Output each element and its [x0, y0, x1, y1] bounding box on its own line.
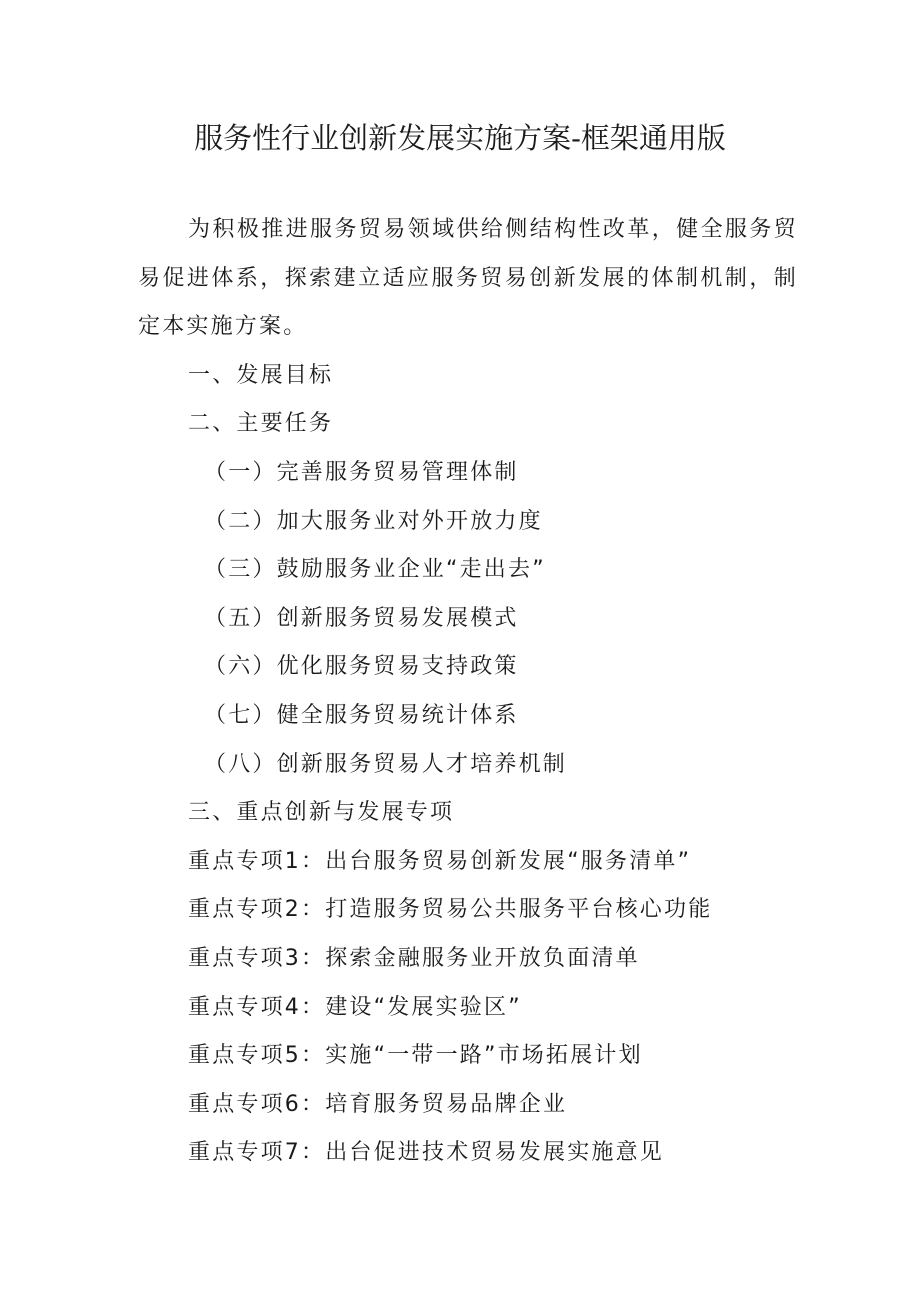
section-heading-goals: 一、发展目标	[188, 362, 334, 388]
project-item: 重点专项3：探索金融服务业开放负面清单	[188, 945, 640, 971]
task-item: （六）优化服务贸易支持政策	[204, 654, 519, 680]
intro-paragraph: 为积极推进服务贸易领域供给侧结构性改革，健全服务贸易促进体系，探索建立适应服务贸易创新发展的体制机制，制定本实施方案。	[138, 217, 798, 340]
task-item: （八）创新服务贸易人才培养机制	[204, 751, 568, 777]
task-item: （三）鼓励服务业企业“走出去”	[204, 557, 546, 583]
document-body	[138, 206, 798, 1178]
section-heading-tasks: 二、主要任务	[188, 411, 334, 437]
task-item: （七）健全服务贸易统计体系	[204, 702, 519, 728]
section-heading-projects: 三、重点创新与发展专项	[188, 800, 455, 826]
task-item: （一）完善服务贸易管理体制	[204, 459, 519, 485]
task-item: （二）加大服务业对外开放力度	[204, 508, 543, 534]
project-item: 重点专项5：实施“一带一路”市场拓展计划	[188, 1043, 643, 1069]
project-item: 重点专项2：打造服务贸易公共服务平台核心功能	[188, 897, 713, 923]
task-item: （五）创新服务贸易发展模式	[204, 605, 519, 631]
project-item: 重点专项7：出台促进技术贸易发展实施意见	[188, 1140, 664, 1166]
document-title: 服务性行业创新发展实施方案-框架通用版	[194, 121, 726, 155]
project-item: 重点专项1：出台服务贸易创新发展“服务清单”	[188, 848, 692, 874]
project-item: 重点专项6：培育服务贸易品牌企业	[188, 1091, 568, 1117]
project-item: 重点专项4：建设“发展实验区”	[188, 994, 522, 1020]
